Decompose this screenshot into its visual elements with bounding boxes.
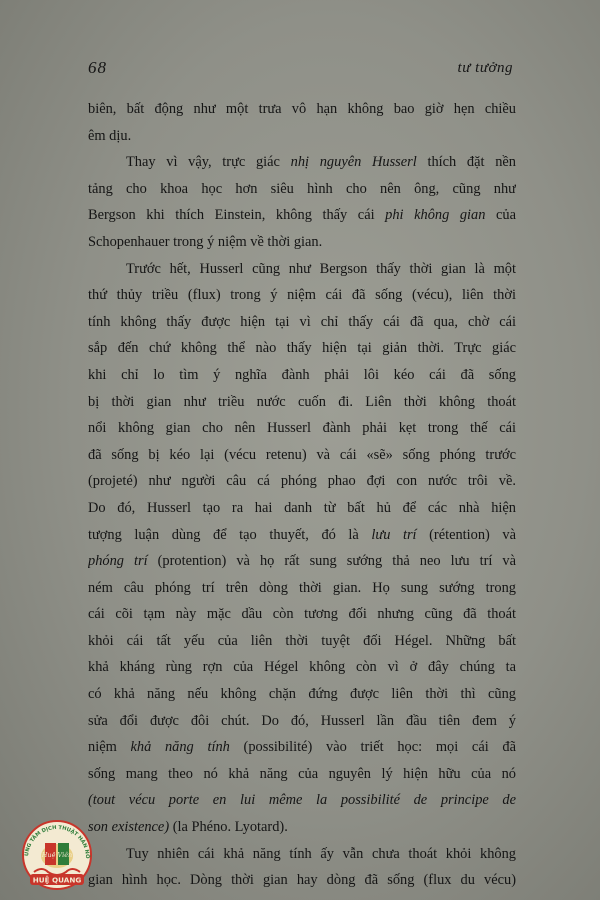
italic-term: son existence) (88, 819, 170, 836)
text-line: sống mang theo nó khả năng của nguyên lý hiện hữu của nó (88, 765, 516, 782)
hue-quang-logo (18, 816, 96, 894)
text-line: Tuy nhiên cái khả năng tính ấy vẫn chưa thoát khỏi không (126, 845, 516, 862)
text-line: Trước hết, Husserl cũng như Bergson thấy thời gian là một (126, 260, 516, 277)
logo-brand-text: HUỆ QUANG (32, 875, 82, 885)
text-line: đã sống bị kéo lại (vécu retenu) và cái «sẽ» sống phóng trước (88, 446, 516, 463)
text-line: sửa đổi được đôi chút. Do đó, Husserl lần đầu tiên đem ý (88, 712, 516, 729)
text-line: khi chỉ lo tìm ý nghĩa đành phải lôi kéo cái đã sống (88, 366, 516, 383)
italic-term: nhị nguyên Husserl (290, 154, 417, 171)
text-line: tượng luận dùng để tạo thuyết, đó là lưu trí (rétention) và (88, 526, 516, 543)
text-line: ném câu phóng trí trên dòng thời gian. Họ sung sướng trong (88, 579, 516, 596)
running-head: tư tưởng (457, 60, 513, 76)
text-line: tính không thấy được hiện tại vì chỉ thấy cái đã qua, chờ cái (88, 313, 516, 330)
text-line: gian hình học. Dòng thời gian hay dòng đã sống (flux du vécu) (88, 872, 516, 889)
text-line: cái cõi tạm này mặc dầu còn tương đối nhưng cũng đã thoát (88, 606, 516, 623)
text-line: êm dịu. (88, 127, 132, 144)
text-line: Bergson khi thích Einstein, không thấy cái phi không gian của (88, 207, 516, 224)
page-number: 68 (88, 58, 107, 77)
italic-term: khả năng tính (130, 739, 230, 756)
text-line: (tout vécu porte en lui même la possibilité de principe de (88, 792, 516, 809)
text-line: thứ thủy triều (flux) trong ý niệm cái đã sống (vécu), liên thời (88, 287, 516, 304)
text-line: có khả năng nếu không chặn đứng được liên thời thì cũng (88, 686, 516, 703)
text-line: Schopenhauer trong ý niệm về thời gian. (88, 233, 323, 250)
text-line: Do đó, Husserl tạo ra hai danh từ bất hủ để các nhà hiện (88, 499, 516, 516)
logo-emblem-icon (18, 816, 96, 894)
text-line: phóng trí (protention) và họ rất sung sướng thả neo lưu trí và (88, 553, 516, 570)
logo-ring-text: UNG TÂM DỊCH THUẬT HÁN NÔ (24, 824, 91, 859)
text-line: khỏi cái tất yếu của liên thời tuyệt đối Hégel. Những bất (88, 632, 516, 649)
text-line: nổi không gian cho nên Husserl đành phải kẹt trong thế cái (88, 420, 516, 437)
page-header (88, 58, 513, 82)
text-line: Thay vì vậy, trực giác nhị nguyên Husserl thích đặt nền (126, 154, 516, 171)
text-line: biên, bất động như một trưa vô hạn không bao giờ hẹn chiều (88, 101, 516, 117)
body-text (88, 96, 516, 894)
italic-term: phóng trí (88, 553, 148, 570)
text-line: sắp đến chứ không thể nào thấy hiện tại giản thời. Trực giác (88, 340, 516, 357)
logo-emblem-text: Huệ Viên (41, 851, 73, 859)
italic-term: lưu trí (371, 526, 417, 543)
text-line: khả kháng rùng rợn của Hégel không còn vì ở đây chúng ta (88, 659, 516, 676)
text-line: (projeté) như người câu cá phóng phao đợi con nước trôi về. (88, 473, 516, 490)
text-line: niệm khả năng tính (possibilité) vào triết học: mọi cái đã (88, 739, 516, 756)
italic-term: phi không gian (385, 207, 486, 224)
text-line: bị thời gian như triều nước cuốn đi. Liên thời không thoát (88, 393, 516, 410)
text-line: son existence) (la Phéno. Lyotard). (88, 819, 288, 836)
text-line: tảng cho khoa học hơn siêu hình cho nên ông, cũng như (88, 180, 516, 197)
